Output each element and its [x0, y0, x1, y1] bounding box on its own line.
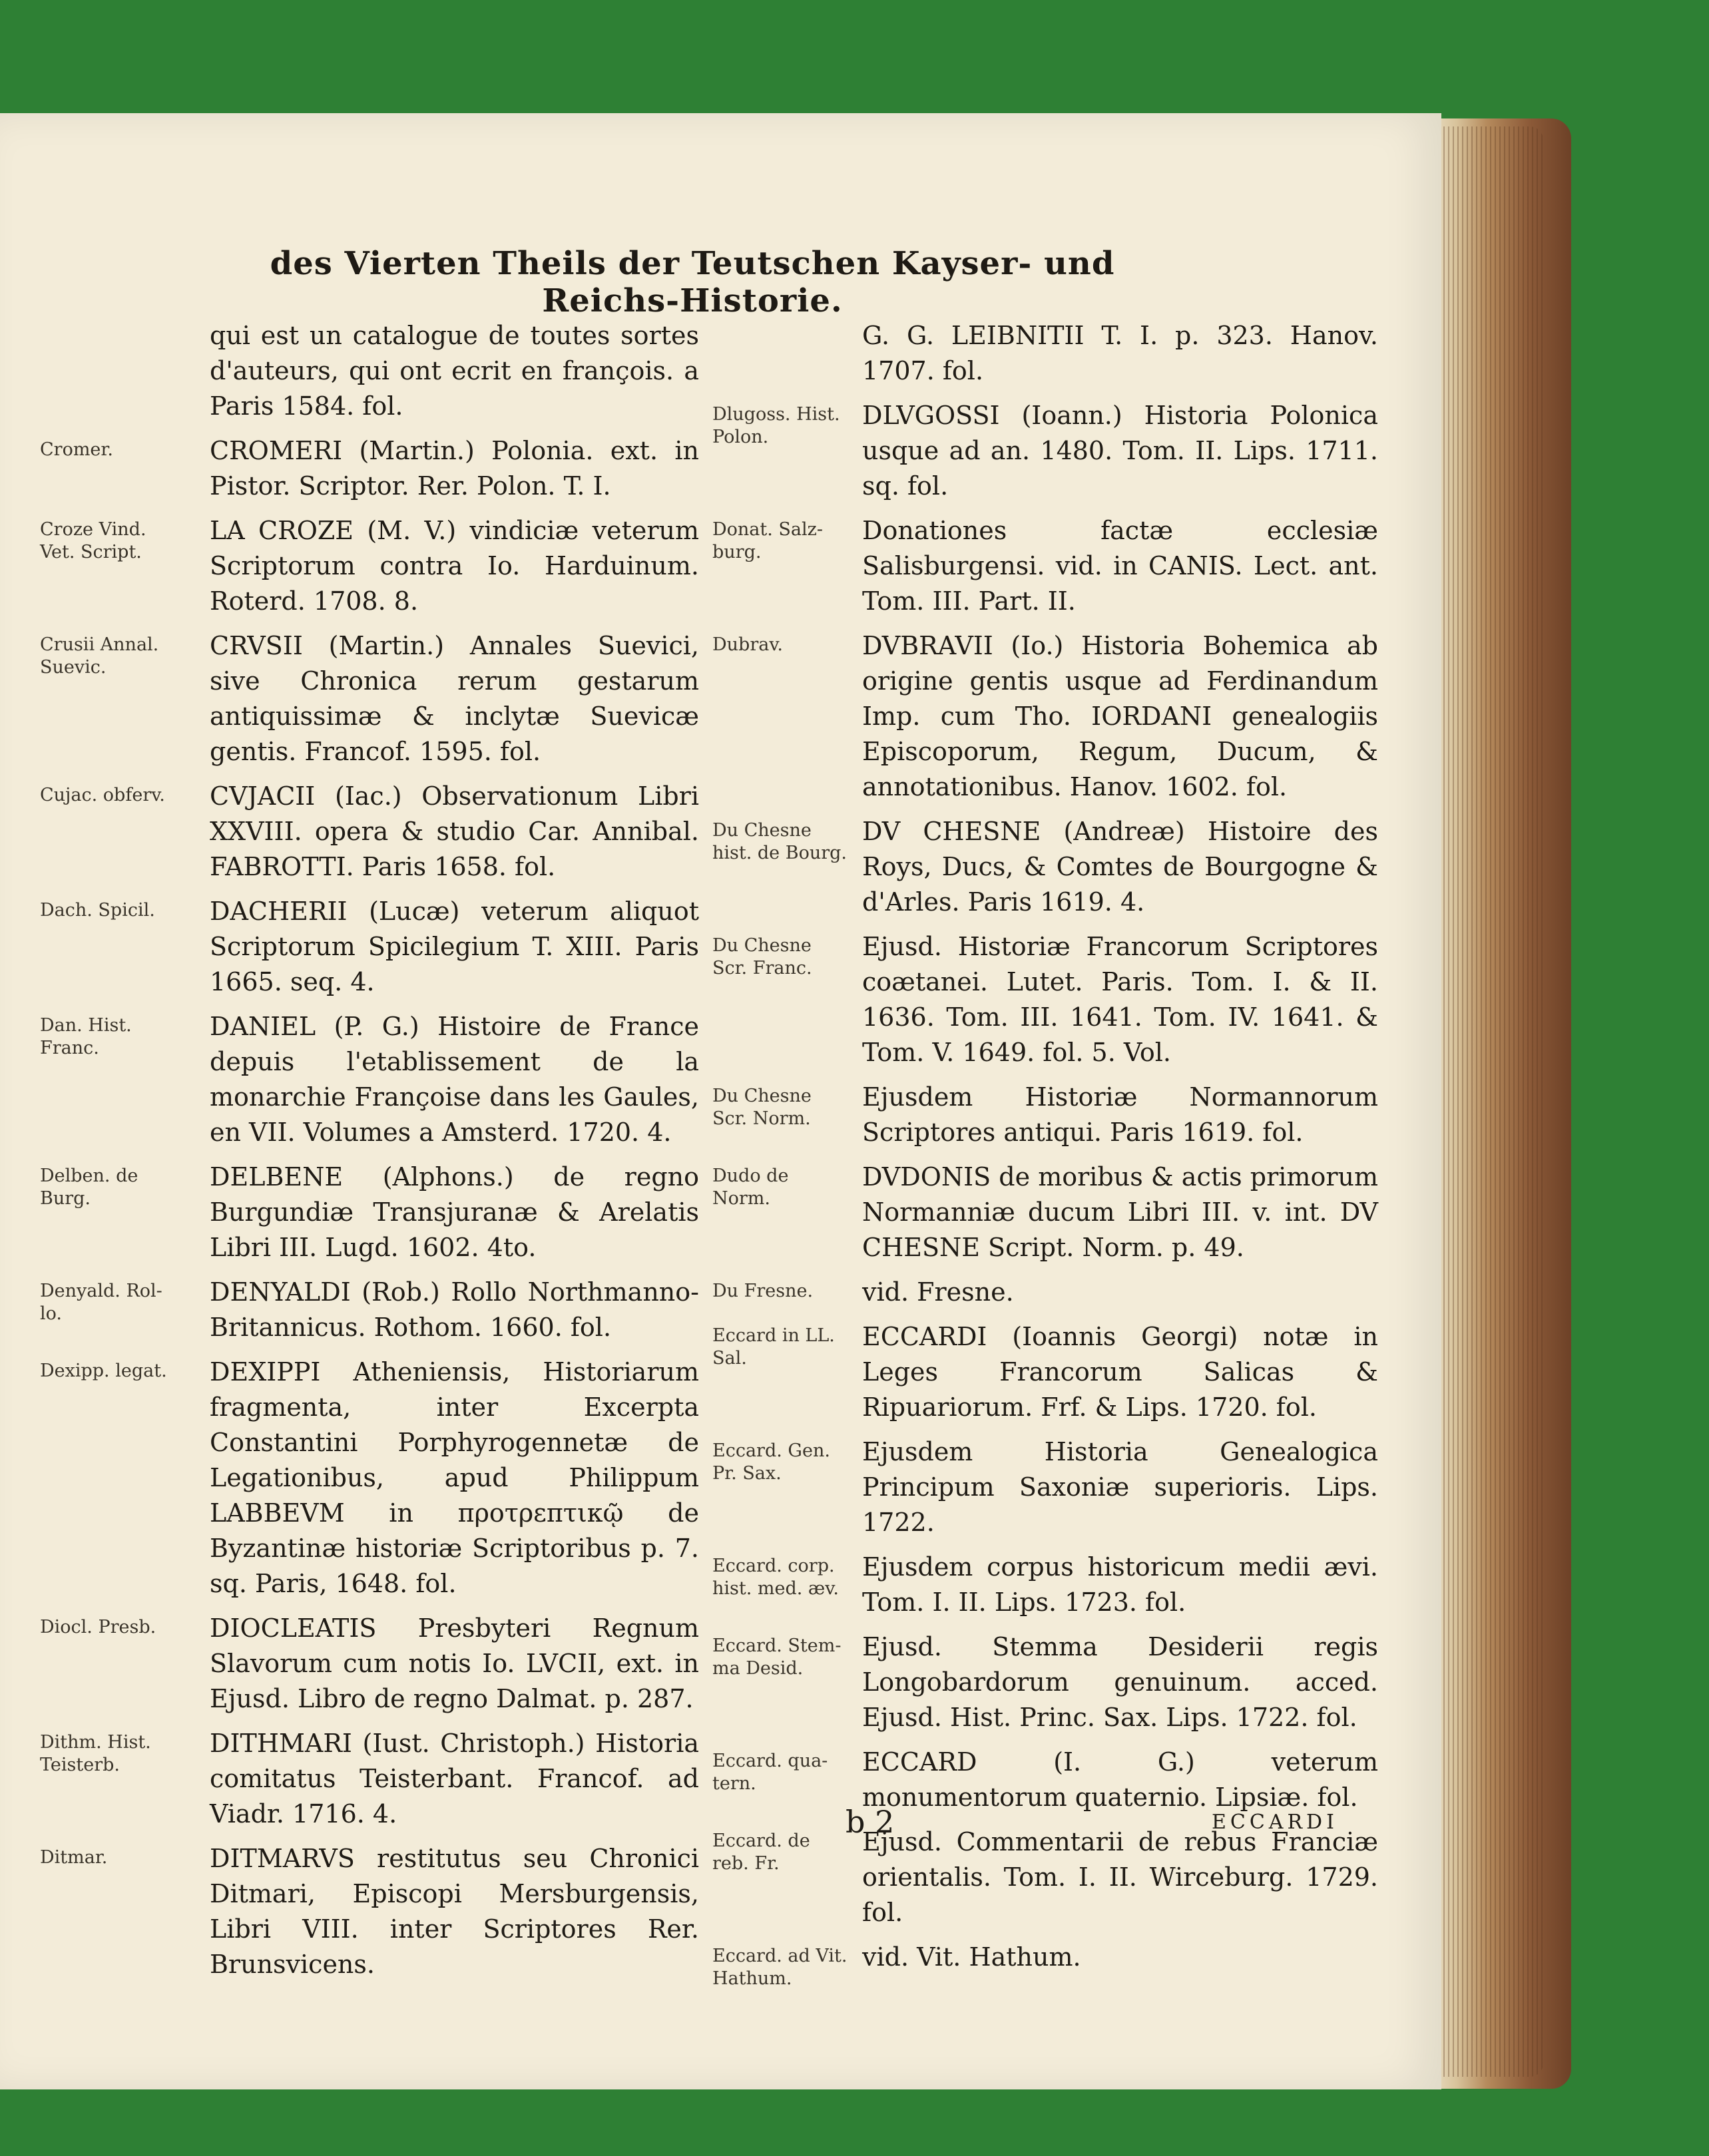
margin-label: Du Fresne. — [712, 1281, 814, 1301]
bibliography-entry — [40, 628, 699, 769]
entry-text: DLVGOSSI (Ioann.) Historia Polonica usque ad an. 1480. Tom. II. Lips. 1711. sq. fol. — [862, 401, 1378, 501]
bibliography-entry — [40, 433, 699, 504]
entry-text: DVBRAVII (Io.) Historia Bohemica ab origine gentis usque ad Ferdinandum Imp. cum Tho. IORDANI genealogiis Episcoporum, Regum, Ducum, & annotationibus. Hanov. 1602. fol. — [862, 631, 1378, 801]
entry-text: Ejusd. Stemma Desiderii regis Longobardorum genuinum. acced. Ejusd. Hist. Princ. Sax. Lips. 1722. fol. — [862, 1632, 1378, 1732]
catchword: ECCARDI — [1212, 1811, 1338, 1834]
entry-text: vid. Vit. Hathum. — [862, 1942, 1081, 1972]
margin-label: Dexipp. legat. — [40, 1361, 167, 1381]
bibliography-entry — [40, 894, 699, 1000]
margin-label: Eccard. corp. hist. med. æv. — [712, 1556, 839, 1599]
margin-label: Dudo de Norm. — [712, 1166, 789, 1209]
entry-text: DITHMARI (Iust. Christoph.) Historia comitatus Teisterbant. Francof. ad Viadr. 1716. 4. — [210, 1729, 699, 1829]
bibliography-entry — [712, 318, 1378, 389]
margin-label: Du Chesne Scr. Norm. — [712, 1086, 812, 1129]
entry-text: CRVSII (Martin.) Annales Suevici, sive Chronica rerum gestarum antiquissimæ & inclytæ Suevicæ gentis. Francof. 1595. fol. — [210, 631, 699, 766]
bibliography-entry — [712, 398, 1378, 504]
entry-text: DELBENE (Alphons.) de regno Burgundiæ Transjuranæ & Arelatis Libri III. Lugd. 1602. 4to. — [210, 1162, 699, 1262]
bibliography-entry — [712, 1275, 1378, 1310]
margin-label: Eccard. Gen. Pr. Sax. — [712, 1440, 830, 1484]
entry-text: Ejusdem corpus historicum medii ævi. Tom. I. II. Lips. 1723. fol. — [862, 1552, 1378, 1617]
bibliography-entry — [712, 929, 1378, 1070]
bibliography-entry — [40, 1355, 699, 1602]
entry-text: Ejusdem Historia Genealogica Principum Saxoniæ superioris. Lips. 1722. — [862, 1437, 1378, 1537]
entry-text: Donationes factæ ecclesiæ Salisburgensi. vid. in CANIS. Lect. ant. Tom. III. Part. II. — [862, 516, 1378, 616]
bibliography-entry — [712, 1629, 1378, 1735]
entry-text: LA CROZE (M. V.) vindiciæ veterum Scriptorum contra Io. Harduinum. Roterd. 1708. 8. — [210, 516, 699, 616]
entry-text: DACHERII (Lucæ) veterum aliquot Scriptorum Spicilegium T. XIII. Paris 1665. seq. 4. — [210, 897, 699, 996]
bibliography-entry — [712, 1745, 1378, 1815]
margin-label: Delben. de Burg. — [40, 1166, 138, 1209]
entry-text: Ejusd. Commentarii de rebus Franciæ orientalis. Tom. I. II. Wirceburg. 1729. fol. — [862, 1827, 1378, 1927]
bibliography-entry — [40, 1841, 699, 1982]
bibliography-entry — [40, 1009, 699, 1150]
entry-text: DENYALDI (Rob.) Rollo Northmanno-Britannicus. Rothom. 1660. fol. — [210, 1277, 699, 1342]
bibliography-entry — [712, 1434, 1378, 1540]
margin-label: Dach. Spicil. — [40, 900, 155, 921]
bibliography-entry — [40, 1275, 699, 1345]
margin-label: Du Chesne hist. de Bourg. — [712, 820, 847, 863]
margin-label: Dlugoss. Hist. Polon. — [712, 404, 840, 447]
bibliography-entry — [40, 1160, 699, 1265]
bibliography-entry — [40, 1611, 699, 1717]
entry-text: Ejusd. Historiæ Francorum Scriptores coætanei. Lutet. Paris. Tom. I. & II. 1636. Tom. III. 1641. Tom. IV. 1641. & Tom. V. 1649. fol. 5. Vol. — [862, 932, 1378, 1067]
entry-text: ECCARD (I. G.) veterum monumentorum quaternio. Lipsiæ. fol. — [862, 1747, 1378, 1812]
entry-text: DITMARVS restitutus seu Chronici Ditmari, Episcopi Mersburgensis, Libri VIII. inter Scriptores Rer. Brunsvicens. — [210, 1844, 699, 1979]
margin-label: Croze Vind. Vet. Script. — [40, 519, 146, 562]
entry-text: vid. Fresne. — [862, 1277, 1014, 1307]
entry-text: qui est un catalogue de toutes sortes d'auteurs, qui ont ecrit en françois. a Paris 1584. fol. — [210, 321, 699, 421]
bibliography-entry — [40, 513, 699, 619]
entry-text: DIOCLEATIS Presbyteri Regnum Slavorum cum notis Io. LVCII, ext. in Ejusd. Libro de regno Dalmat. p. 287. — [210, 1614, 699, 1713]
running-head: des Vierten Theils der Teutschen Kayser- und Reichs-Historie. — [270, 245, 1115, 320]
entry-text: ECCARDI (Ioannis Georgi) notæ in Leges Francorum Salicas & Ripuariorum. Frf. & Lips. 1720. fol. — [862, 1322, 1378, 1422]
margin-label: Crusii Annal. Suevic. — [40, 634, 159, 678]
margin-label: Dan. Hist. Franc. — [40, 1015, 132, 1058]
entry-text: CVJACII (Iac.) Observationum Libri XXVIII. opera & studio Car. Annibal. FABROTTI. Paris 1658. fol. — [210, 781, 699, 881]
bibliography-entry — [712, 1550, 1378, 1620]
bibliography-entry — [712, 814, 1378, 920]
bibliography-entry — [40, 779, 699, 885]
margin-label: Donat. Salz- burg. — [712, 519, 823, 562]
bibliography-entry — [40, 318, 699, 424]
bibliography-entry — [712, 628, 1378, 805]
margin-label: Eccard. qua- tern. — [712, 1751, 828, 1794]
page-edge-texture — [1443, 126, 1543, 2077]
margin-label: Diocl. Presb. — [40, 1617, 156, 1637]
margin-label: Dithm. Hist. Teisterb. — [40, 1732, 151, 1775]
left-column — [40, 318, 699, 1992]
bibliography-entry — [40, 1726, 699, 1832]
bibliography-entry — [712, 513, 1378, 619]
entry-text: DEXIPPI Atheniensis, Historiarum fragmenta, inter Excerpta Constantini Porphyrogennetæ de Legationibus, apud Philippum LABBEVM in προτρεπτικῷ de Byzantinæ historiæ Scriptoribus p. 7. sq. Paris, 1648. fol. — [210, 1357, 699, 1598]
margin-label: Dubrav. — [712, 634, 783, 655]
bibliography-entry — [712, 1825, 1378, 1930]
bibliography-entry — [712, 1940, 1378, 1990]
entry-text: DANIEL (P. G.) Histoire de France depuis l'etablissement de la monarchie Françoise dans les Gaules, en VII. Volumes a Amsterd. 1720. 4. — [210, 1012, 699, 1147]
margin-label: Du Chesne Scr. Franc. — [712, 935, 812, 978]
entry-text: Ejusdem Historiæ Normannorum Scriptores antiqui. Paris 1619. fol. — [862, 1082, 1378, 1147]
margin-label: Eccard. Stem- ma Desid. — [712, 1635, 842, 1679]
bibliography-entry — [712, 1319, 1378, 1425]
margin-label: Denyald. Rol- lo. — [40, 1281, 162, 1324]
entry-text: CROMERI (Martin.) Polonia. ext. in Pistor. Scriptor. Rer. Polon. T. I. — [210, 436, 699, 501]
bibliography-entry — [712, 1160, 1378, 1265]
margin-label: Cromer. — [40, 439, 113, 460]
entry-text: DV CHESNE (Andreæ) Histoire des Roys, Ducs, & Comtes de Bourgogne & d'Arles. Paris 1619. 4. — [862, 817, 1378, 917]
entry-text: G. G. LEIBNITII T. I. p. 323. Hanov. 1707. fol. — [862, 321, 1378, 385]
bibliography-entry — [712, 1080, 1378, 1150]
margin-label — [40, 318, 210, 424]
margin-label: Eccard. de reb. Fr. — [712, 1831, 810, 1874]
entry-text: DVDONIS de moribus & actis primorum Normanniæ ducum Libri III. v. int. DV CHESNE Script. Norm. p. 49. — [862, 1162, 1378, 1262]
margin-label: Eccard in LL. Sal. — [712, 1325, 835, 1369]
right-column — [712, 318, 1378, 2000]
margin-label: Eccard. ad Vit. Hathum. — [712, 1946, 848, 1989]
margin-label — [712, 318, 862, 389]
margin-label: Cujac. obferv. — [40, 785, 165, 805]
signature-mark: b 2 — [846, 1804, 895, 1840]
margin-label: Ditmar. — [40, 1847, 108, 1868]
